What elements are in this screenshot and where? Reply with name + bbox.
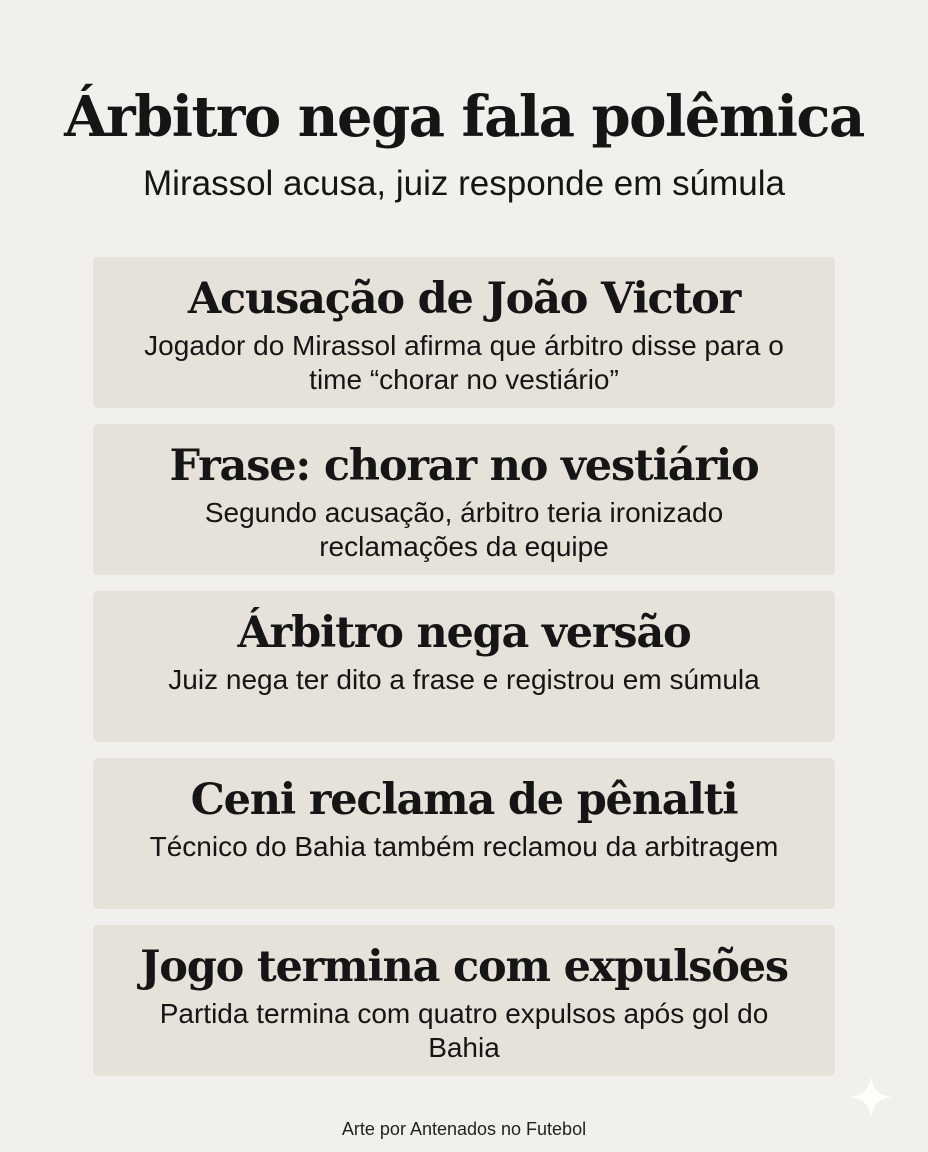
card-text: Segundo acusação, árbitro teria ironizado reclamações da equipe [204,497,724,562]
card-title: Acusação de João Victor [187,274,741,324]
card-title: Frase: chorar no vestiário [169,441,759,491]
card-expulsions [93,925,835,1076]
header [0,82,928,206]
card-title: Ceni reclama de pênalti [190,775,738,825]
card-text: Partida termina com quatro expulsos após gol do Bahia [159,998,769,1063]
card-ceni-complaint [93,758,835,909]
page-title: Árbitro nega fala polêmica [64,84,864,150]
page-subtitle: Mirassol acusa, juiz responde em súmula [143,164,785,203]
card-title: Árbitro nega versão [237,608,691,658]
sparkle-icon [848,1074,894,1120]
card-text: Juiz nega ter dito a frase e registrou em súmula [168,664,760,695]
card-title: Jogo termina com expulsões [140,942,788,992]
card-referee-denies [93,591,835,742]
card-text: Técnico do Bahia também reclamou da arbitragem [149,831,779,862]
footer-credit: Arte por Antenados no Futebol [341,1119,587,1139]
card-phrase [93,424,835,575]
card-accusation [93,257,835,408]
card-text: Jogador do Mirassol afirma que árbitro disse para o time “chorar no vestiário” [144,330,784,395]
card-list [93,257,835,1092]
